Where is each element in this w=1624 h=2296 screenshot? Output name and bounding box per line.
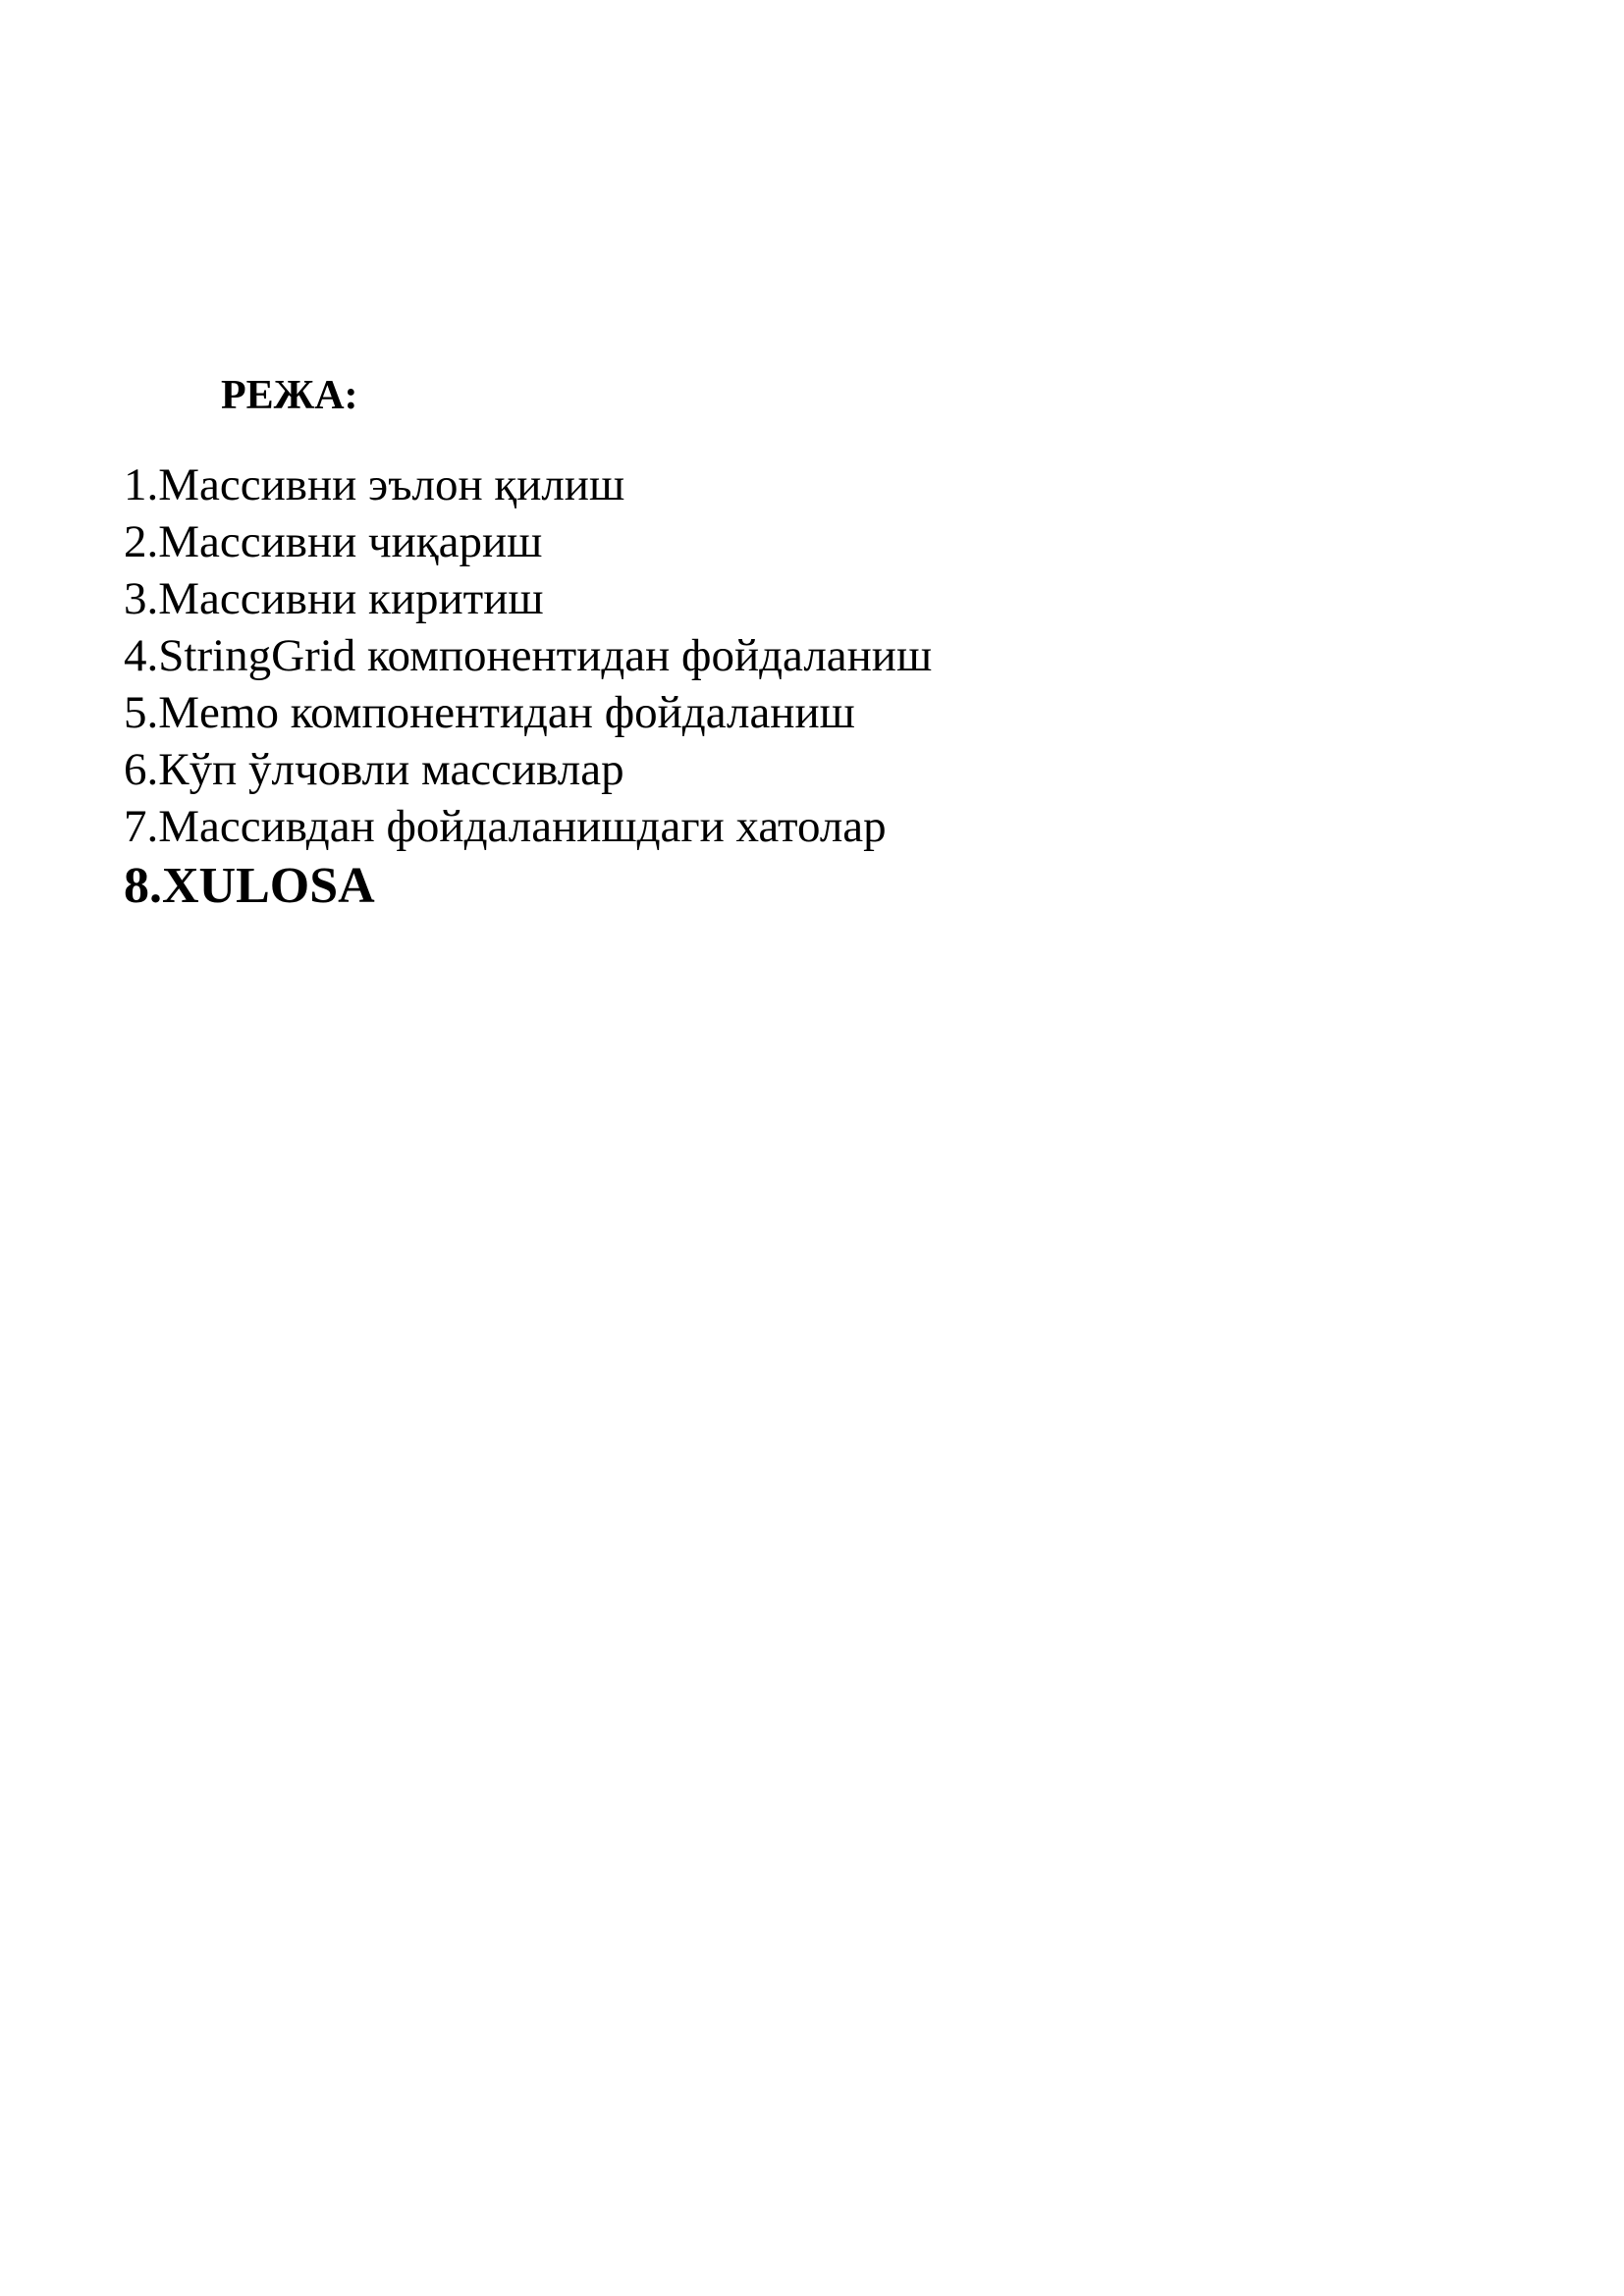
plan-item-1: 1.Массивни эълон қилиш (124, 459, 625, 510)
plan-item-3: 3.Массивни киритиш (124, 573, 544, 624)
plan-heading: РЕЖА: (221, 373, 358, 418)
plan-item-5: 5.Memo компонентидан фойдаланиш (124, 687, 855, 738)
plan-item-conclusion: 8.XULOSA (124, 858, 375, 914)
plan-item-6: 6.Кўп ўлчовли массивлар (124, 744, 624, 795)
plan-item-7: 7.Массивдан фойдаланишдаги хатолар (124, 801, 887, 852)
plan-list (124, 456, 932, 918)
plan-item-4: 4.StringGrid компонентидан фойдаланиш (124, 630, 933, 681)
plan-item-2: 2.Массивни чиқариш (124, 516, 543, 567)
